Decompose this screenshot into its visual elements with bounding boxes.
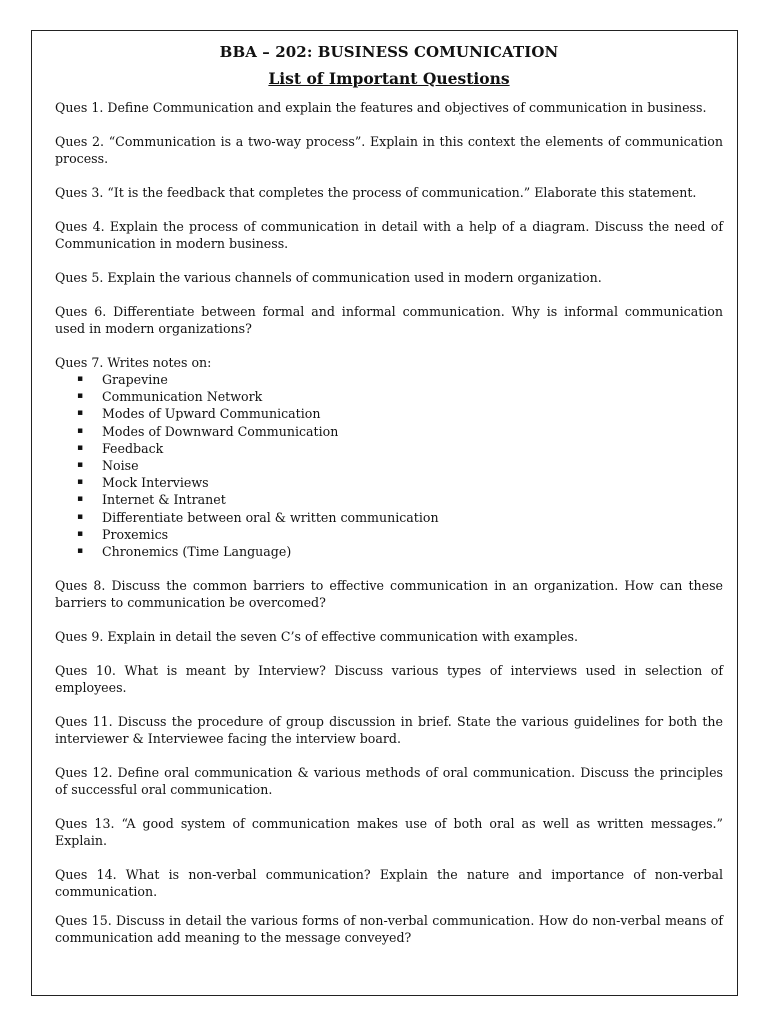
question-3: Ques 3. “It is the feedback that completes the process of communication.” Elaborate this statement. [55, 185, 697, 200]
document-title: BBA – 202: BUSINESS COMUNICATION [219, 43, 559, 61]
list-item [77, 509, 723, 526]
question-1: Ques 1. Define Communication and explain the features and objectives of communication in business. [55, 100, 707, 115]
note-label: Proxemics [102, 526, 169, 542]
list-item [77, 526, 723, 543]
list-item [77, 457, 723, 474]
question-12: Ques 12. Define oral communication & various methods of oral communication. Discuss the principles of successful oral communication. [55, 765, 723, 798]
question-6: Ques 6. Differentiate between formal and informal communication. Why is informal communication used in modern organizations? [55, 304, 723, 336]
document-subtitle: List of Important Questions [268, 69, 510, 88]
note-label: Communication Network [102, 389, 263, 405]
question-13: Ques 13. “A good system of communication makes use of both oral as well as written messages.” Explain. [55, 816, 723, 849]
bullet-icon: ▪ [77, 511, 84, 522]
note-label: Mock Interviews [102, 475, 209, 491]
list-item [77, 543, 723, 560]
bullet-icon: ▪ [77, 442, 84, 453]
list-item [77, 440, 723, 457]
list-item [77, 388, 723, 405]
note-label: Differentiate between oral & written communication [102, 509, 439, 525]
list-item [77, 491, 723, 508]
list-item [77, 371, 723, 388]
bullet-icon: ▪ [77, 374, 84, 384]
question-8: Ques 8. Discuss the common barriers to effective communication in an organization. How can these barriers to communication be overcomed? [55, 578, 723, 611]
note-label: Grapevine [102, 372, 168, 387]
question-4: Ques 4. Explain the process of communication in detail with a help of a diagram. Discuss the need of Communication in modern business. [55, 219, 723, 251]
note-label: Chronemics (Time Language) [102, 544, 292, 560]
note-label: Internet & Intranet [102, 492, 226, 508]
note-label: Modes of Upward Communication [102, 406, 321, 422]
question-7: Ques 7. Writes notes on: [55, 355, 212, 370]
notes-list [55, 371, 723, 560]
bullet-icon: ▪ [77, 528, 84, 539]
bullet-icon: ▪ [77, 477, 84, 488]
question-14: Ques 14. What is non-verbal communication? Explain the nature and importance of non-verbal communication. [55, 867, 723, 900]
question-2: Ques 2. “Communication is a two-way process”. Explain in this context the elements of communication process. [55, 134, 723, 166]
note-label: Noise [102, 458, 139, 474]
bullet-icon: ▪ [77, 391, 84, 402]
list-item [77, 474, 723, 491]
note-label: Feedback [102, 440, 164, 456]
bullet-icon: ▪ [77, 425, 84, 436]
list-item [77, 405, 723, 422]
question-9: Ques 9. Explain in detail the seven C’s of effective communication with examples. [55, 629, 578, 645]
question-15: Ques 15. Discuss in detail the various forms of non-verbal communication. How do non-verbal means of communication add meaning to the message conveyed? [55, 913, 723, 946]
bullet-icon: ▪ [77, 494, 84, 505]
list-item [77, 423, 723, 440]
note-label: Modes of Downward Communication [102, 423, 339, 439]
document-body [55, 42, 723, 946]
bullet-icon: ▪ [77, 546, 84, 557]
bullet-icon: ▪ [77, 408, 84, 419]
question-5: Ques 5. Explain the various channels of communication used in modern organization. [55, 270, 602, 285]
bullet-icon: ▪ [77, 460, 84, 471]
question-11: Ques 11. Discuss the procedure of group discussion in brief. State the various guidelines for both the interviewer & Interviewee facing the interview board. [55, 714, 723, 747]
question-10: Ques 10. What is meant by Interview? Discuss various types of interviews used in selection of employees. [55, 663, 723, 696]
